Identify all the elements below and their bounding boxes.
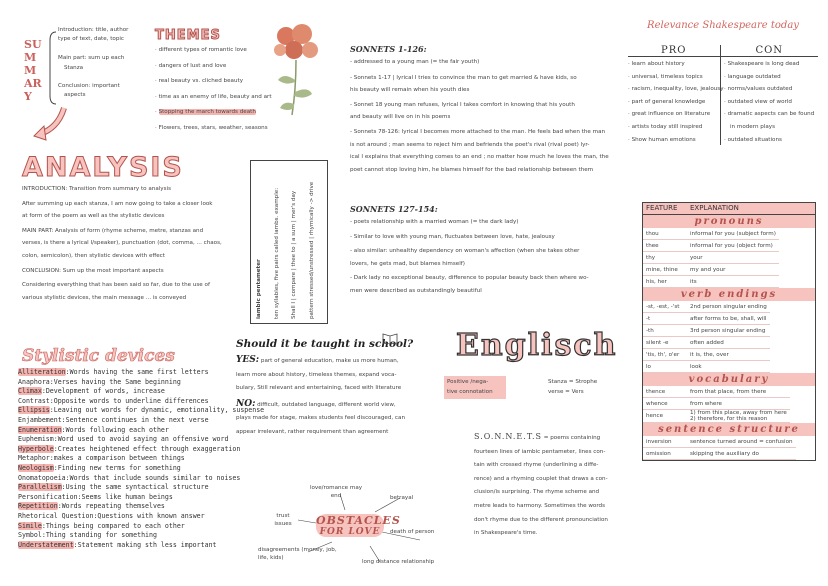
pro-item: · racism, inequality, love, jealousy <box>628 86 724 93</box>
stylistic-title: Stylistic devices <box>22 346 175 366</box>
con-item: · outdated view of world <box>724 98 792 105</box>
table-row: 'tis, th', o'er it is, the, over <box>643 349 770 361</box>
analysis-line: various stylistic devices, the main message ... is conveyed <box>22 294 187 301</box>
device-item: Parallelism:Using the same syntactical structure <box>18 483 209 492</box>
sonnets-line: ical I explains that everything comes to an end ; no matter how much he loves the man, the <box>350 154 609 161</box>
stanza-line: Stanza = Strophe <box>548 379 598 385</box>
analysis-line: at form of the poem as well as the stylistic devices <box>22 213 165 220</box>
sonnets-def-line: tain with crossed rhyme (underlining a diffe- <box>474 462 599 469</box>
vocabulary-table <box>643 386 790 423</box>
summary-item: type of text, date, topic <box>58 36 125 42</box>
table-row: thee informal for you (object form) <box>643 240 779 252</box>
table-row: thy your <box>643 252 779 264</box>
pro-item: · part of general knowledge <box>628 98 706 105</box>
sonnets-line: - Sonnets 78-126: lyrical I becomes more attached to the man. He feels bad when the man <box>350 128 606 135</box>
analysis-line: Considering everything that has been said so far, due to the use of <box>22 282 210 289</box>
pronouns-bar: pronouns <box>643 215 815 228</box>
table-row: lo look <box>643 361 770 373</box>
flower-icon <box>262 20 332 120</box>
con-item: · dramatic aspects can be found <box>724 111 815 118</box>
table-row: inversion sentence turned around = confusion <box>643 436 796 448</box>
book-icon <box>382 332 398 344</box>
obstacle-item: disagreements (money, job, life, kids) <box>258 547 337 561</box>
device-item: Symbol:Thing standing for something <box>18 531 157 540</box>
relevance-title: Relevance Shakespeare today <box>647 20 799 31</box>
table-row: thou informal for you (subject form) <box>643 228 779 240</box>
connotation-note <box>444 376 506 399</box>
table-row: -st, -est, -'st 2nd person singular ending <box>643 301 770 313</box>
connotation-line: Positive /nega- <box>447 379 489 385</box>
device-item: Euphemism:Word used to avoid saying an offensive word <box>18 435 229 444</box>
sonnets-1-126-title: SONNETS 1-126: <box>350 44 427 54</box>
device-item: Understatement:Statement making sth less important <box>18 540 217 549</box>
sonnets-def-line: S.O.N.N.E.T.S = poems containing <box>474 432 601 441</box>
table-row: whence from where <box>643 398 790 410</box>
explanation-header: EXPLANATION <box>690 204 739 212</box>
device-item: Hyperbole:Creates heightened effect through exaggeration <box>18 444 241 453</box>
englisch-title: Englisch <box>456 328 618 363</box>
theme-item: · different types of romantic love <box>155 47 247 53</box>
analysis-section <box>22 152 258 303</box>
theme-item: · real beauty vs. cliched beauty <box>155 78 244 85</box>
con-item: · norms/values outdated <box>724 86 793 93</box>
table-row: -th 3rd person singular ending <box>643 325 770 337</box>
con-item: in modern plays <box>730 123 776 130</box>
iambic-line: Shall I | compare | thee to | a sum | mer's day <box>291 190 298 319</box>
sonnets-def-line: don't rhyme due to the different pronounciation <box>474 516 608 523</box>
summary-item: Conclusion: important <box>58 83 120 89</box>
pro-item: · learn about history <box>628 61 685 67</box>
table-row: hence 1) from this place, away from here 2) therefore, for this reason <box>643 410 790 423</box>
obstacles-title: OBSTACLES FOR LOVE <box>316 514 401 537</box>
theme-item: · Stopping the march towards death <box>155 109 256 116</box>
analysis-line: verses, is there a lyrical I/speaker), punctuation (dot, comma, ... chaos, <box>22 240 222 247</box>
school-no: plays made for stage, makes students feel discouraged, can <box>236 415 405 422</box>
stanza-note <box>548 378 597 397</box>
vocabulary-bar: vocabulary <box>643 373 815 386</box>
con-item: · language outdated <box>724 73 781 80</box>
school-yes: bulary, Still relevant and entertaining, faced with literature <box>236 385 402 392</box>
school-yes: YES: part of general education, make us more human, <box>236 355 399 365</box>
sentence-structure-table <box>643 436 796 460</box>
themes-section <box>155 28 275 134</box>
feature-header: FEATURE <box>646 204 678 212</box>
sonnets-1-126-section <box>350 44 612 175</box>
obstacle-item: love/romance may end <box>309 485 363 499</box>
device-item: Contrast:Opposite words to underline differences <box>18 396 209 405</box>
device-item: Enjambement:Sentence continues in the next verse <box>18 415 209 424</box>
device-item: Rhetorical Question:Questions with known answer <box>18 511 205 520</box>
device-item: Repetition:Words repeating themselves <box>18 502 165 511</box>
device-item: Onomatopoeia:Words that include sounds similar to noises <box>18 473 241 482</box>
sonnets-line: - Dark lady no exceptional beauty, difference to popular beauty back then where wo- <box>350 275 589 282</box>
relevance-section <box>628 20 818 145</box>
device-item: Climax:Development of words, increase <box>18 387 165 396</box>
sonnets-line: - addressed to a young man (= the fair youth) <box>350 59 480 65</box>
device-item: Metaphor:makes a comparison between things <box>18 454 185 463</box>
connotation-line: tive connotation <box>447 388 493 395</box>
summary-item: aspects <box>64 92 86 98</box>
obstacle-item: trust issues <box>274 513 292 527</box>
school-title: Should it be taught in school? <box>236 338 414 350</box>
sentence-structure-bar: sentence structure <box>643 423 815 436</box>
obstacle-item: long distance relationship <box>362 559 435 565</box>
sonnets-line: poet cannot stop loving him, he blames himself for the bad relationship between them <box>350 166 594 173</box>
verb-endings-bar: verb endings <box>643 288 815 301</box>
pronouns-table <box>643 228 779 288</box>
obstacle-item: death of person <box>390 529 435 535</box>
sonnets-line: men were described as outstandingly beautiful <box>350 287 482 294</box>
device-item: Enumeration:Words following each other <box>18 425 169 434</box>
theme-item: · time as an enemy of life, beauty and art <box>155 93 272 100</box>
verb-endings-table <box>643 301 770 373</box>
summary-item: Introduction: title, author <box>58 27 129 33</box>
pro-item: · great influence on literature <box>628 111 711 118</box>
sonnets-line: is not around ; man seems to reject him and befriends the poet's rival (rival poet) lyr- <box>350 141 590 148</box>
school-no: NO: difficult, outdated language, different world view, <box>236 398 396 409</box>
analysis-line: MAIN PART: Analysis of form (rhyme scheme, metre, stanzas and <box>22 227 204 234</box>
pro-item: · Show human emotions <box>628 136 696 143</box>
device-item: Alliteration:Words having the same first letters <box>18 368 209 376</box>
pro-item: · artists today still inspired <box>628 123 703 130</box>
device-item: Anaphora:Verses having the Same beginning <box>18 377 181 386</box>
school-no: appear irrelevant, rather requirement than agreement <box>236 428 389 435</box>
obstacles-section <box>250 480 460 580</box>
themes-title: THEMES <box>155 28 221 43</box>
iambic-line: pattern stressed/unstressed | rhymically -> drive <box>308 181 315 319</box>
sonnets-line: - poets relationship with a married woman (= the dark lady) <box>350 219 519 225</box>
device-item: Ellipsis:Leaving out words for dynamic, emotionality, suspense <box>18 406 265 415</box>
table-row: -t after forms to be, shall, will <box>643 313 770 325</box>
stylistic-section <box>18 346 265 550</box>
pro-label: PRO <box>661 45 687 56</box>
con-item: · outdated situations <box>724 136 782 143</box>
sonnets-127-154-section <box>350 204 612 297</box>
pro-item: · universal, timeless topics <box>628 73 703 80</box>
iambic-line: ten syllables, five pairs called iambs. example: <box>273 187 280 319</box>
table-row: omission skipping the auxiliary do <box>643 448 796 460</box>
analysis-line: colon, semicolon), then stylistic devices with effect <box>22 252 165 259</box>
table-row: silent -e often added <box>643 337 770 349</box>
device-item: Personification:Seems like human beings <box>18 492 173 501</box>
bracket-icon <box>48 30 58 106</box>
sonnets-line: and beauty will live on in his poems <box>350 114 451 121</box>
iambic-line: iambic pentameter <box>256 259 262 319</box>
obstacle-item: betrayal <box>390 495 414 501</box>
arrow-icon <box>30 104 70 144</box>
con-label: CON <box>720 45 818 56</box>
sonnets-line: - Sonnets 1-17 | lyrical I tries to convince the man to get married & have kids, so <box>350 74 577 81</box>
sonnets-def-line: fourteen lines of iambic pentameter, lines con- <box>474 448 606 455</box>
table-row: his, her its <box>643 276 779 288</box>
theme-item: · dangers of lust and love <box>155 62 227 69</box>
sonnets-line: lovers, he gets mad, but blames himself) <box>350 260 465 267</box>
device-item: Simile:Things being compared to each other <box>18 521 185 530</box>
con-item: · Shakespeare is long dead <box>724 61 800 67</box>
table-row: thence from that place, from there <box>643 386 790 398</box>
sonnets-def-line: rence) and a rhyming couplet that draws a con- <box>474 475 608 482</box>
analysis-line: CONCLUSION: Sum up the most important aspects <box>22 267 164 274</box>
summary-title: SUMMARY <box>24 38 42 103</box>
analysis-title: ANALYSIS <box>22 152 184 183</box>
device-item: Neologism:Finding new terms for something <box>18 463 181 472</box>
sonnets-def-line: in Shakespeare's time. <box>474 530 538 537</box>
sonnets-def-line: clusion/is surprising. The rhyme scheme and <box>474 489 600 496</box>
theme-item: · Flowers, trees, stars, weather, seasons <box>155 124 268 131</box>
summary-section <box>20 24 160 116</box>
sonnets-def-line: metre leads to harmony. Sometimes the words <box>474 502 606 509</box>
sonnets-line: - also similar: unhealthy dependency on woman's affection (when she takes other <box>350 248 580 255</box>
sonnets-line: - Similar to love with young man, fluctuates between love, hate, jealousy <box>350 233 555 240</box>
sonnets-line: his beauty will remain when his youth dies <box>350 87 470 94</box>
school-section <box>236 338 448 438</box>
iambic-note <box>250 160 328 324</box>
summary-item: Stanza <box>64 65 84 71</box>
analysis-line: INTRODUCTION: Transition from summary to analysis <box>22 186 172 192</box>
sonnets-definition <box>474 432 640 539</box>
sonnets-line: - Sonnet 18 young man refuses, lyrical I takes comfort in knowing that his youth <box>350 101 575 108</box>
school-yes: learn more about history, timeless themes, expand voca- <box>236 371 397 378</box>
feature-table <box>642 202 816 461</box>
table-row: mine, thine my and your <box>643 264 779 276</box>
sonnets-127-154-title: SONNETS 127-154: <box>350 204 438 214</box>
summary-item: Main part: sum up each <box>58 55 125 61</box>
verse-line: verse = Vers <box>548 388 584 395</box>
analysis-line: After summing up each stanza, I am now going to take a closer look <box>22 200 213 207</box>
